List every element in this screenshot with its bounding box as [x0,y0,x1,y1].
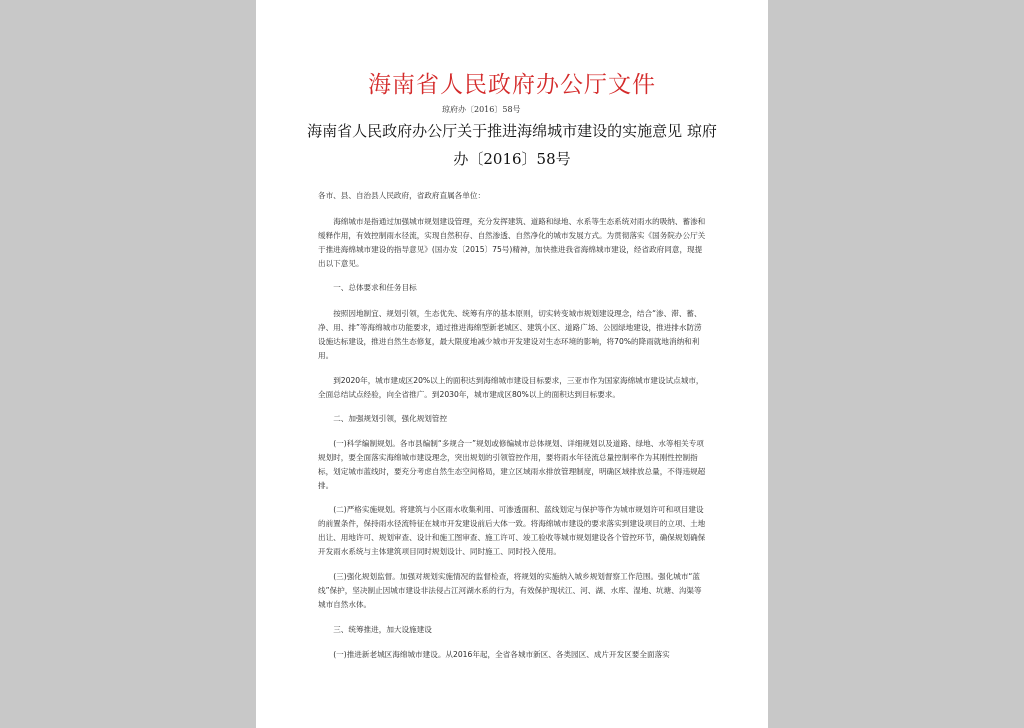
paragraph-new-old-districts: (一)推进新老城区海绵城市建设。从2016年起，全省各城市新区、各类园区、成片开发区要全面落实 [333,650,670,659]
paragraph-principles: 按照因地制宜、规划引领，生态优先、统筹有序的基本原则，切实转变城市规划建设理念，结合“渗、滞、蓄、净、用、排”等海绵城市功能要求，通过推进海绵型新老城区、建筑小区、道路广场、公园绿地建设，推进排水防涝设施达标建设，推进自然生态修复，最大限度地减少城市开发建设对生态环境的影响，将70%的降雨就地消纳和利用。 [318,309,702,360]
section-heading-1: 一、总体要求和任务目标 [333,283,417,292]
document-title: 海南省人民政府办公厅文件 [368,72,656,98]
paragraph-targets: 到2020年，城市建成区20%以上的面积达到海绵城市建设目标要求，三亚市作为国家海绵城市建设试点城市，全面总结试点经验，向全省推广。到2030年，城市建成区80%以上的面积达到目标要求。 [318,376,704,399]
section-heading-3: 三、统筹推进，加大设施建设 [333,625,432,634]
section-heading-2: 二、加强规划引领，强化规划管控 [333,414,448,423]
salutation: 各市、县、自治县人民政府，省政府直属各单位： [318,191,486,200]
paragraph-intro: 海绵城市是指通过加强城市规划建设管理，充分发挥建筑、道路和绿地、水系等生态系统对雨水的吸纳、蓄渗和缓释作用，有效控制雨水径流，实现自然积存、自然渗透、自然净化的城市发展方式。为贯彻落实《国务院办公厅关于推进海绵城市建设的指导意见》(国办发〔2015〕75号)精神，加快推进我省海绵城市建设，经省政府同意，现提出以下意见。 [318,217,706,268]
paragraph-plan-supervise: (三)强化规划监督。加强对规划实施情况的监督检查，将规划的实施纳入城乡规划督察工作范围。强化城市“蓝线”保护，坚决制止因城市建设非法侵占江河湖水系的行为，有效保护现状江、河、湖、水库、湿地、坑塘、沟渠等城市自然水体。 [318,572,702,609]
document-page [256,0,768,728]
document-subtitle-line-2: 办〔2016〕58号 [453,150,571,168]
document-subtitle-line-1: 海南省人民政府办公厅关于推进海绵城市建设的实施意见 琼府 [307,122,717,140]
paragraph-plan-compile: (一)科学编制规划。各市县编制“多规合一”规划或修编城市总体规划、详细规划以及道路、绿地、水等相关专项规划时，要全面落实海绵城市建设理念，突出规划的引领管控作用，要将雨水年径流总量控制率作为其刚性控制指标，划定城市蓝线时，要充分考虑自然生态空间格局，建立区域雨水排放管理制度，明确区域排放总量，不得违规超排。 [318,439,706,490]
document-number: 琼府办〔2016〕58号 [442,105,521,114]
paragraph-plan-implement: (二)严格实施规划。将建筑与小区雨水收集利用、可渗透面积、蓝线划定与保护等作为城市规划许可和项目建设的前置条件，保持雨水径流特征在城市开发建设前后大体一致。将海绵城市建设的要求落实到建设项目的立项、土地出让、用地许可、规划审查、设计和施工图审查、施工许可、竣工验收等城市规划建设各个管控环节，确保规划确保开发雨水系统与主体建筑项目同时规划设计、同时施工、同时投入使用。 [318,505,706,556]
